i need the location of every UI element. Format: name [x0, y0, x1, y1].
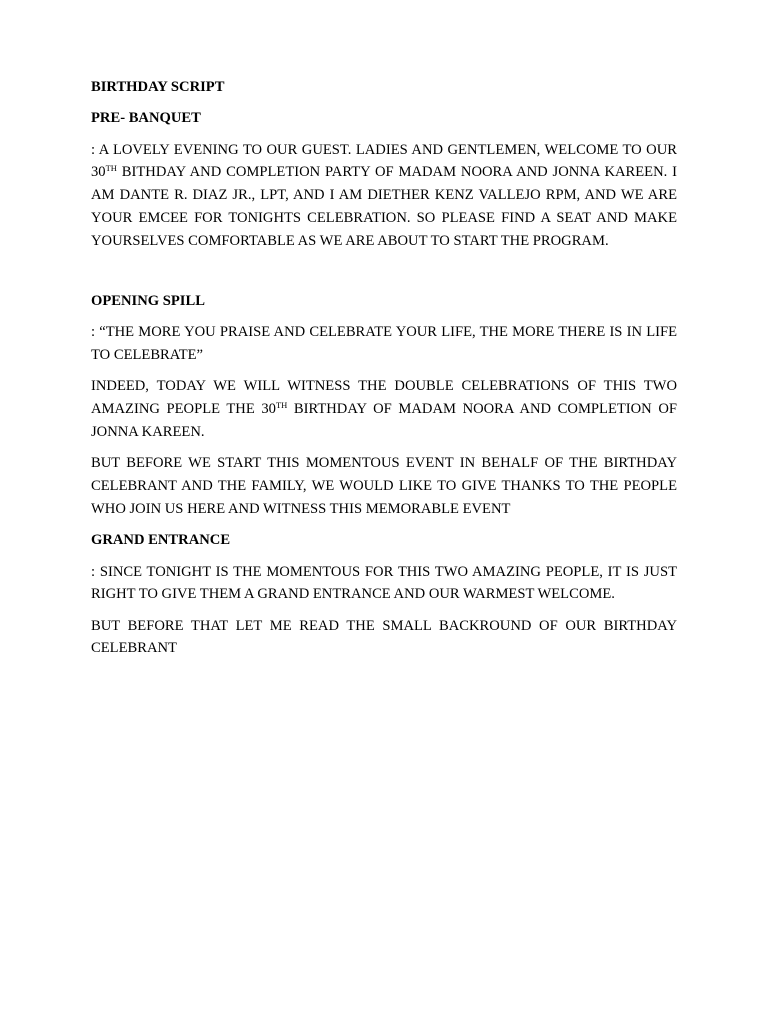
document-title: BIRTHDAY SCRIPT	[91, 79, 225, 95]
ordinal-superscript: TH	[105, 163, 117, 174]
heading-pre-banquet: PRE- BANQUET	[91, 110, 201, 127]
text-segment: BIRTHDAY OF MADAM NOORA AND COMPLETION OF JONNA KAREEN.	[91, 401, 677, 441]
paragraph-thanks: BUT BEFORE WE START THIS MOMENTOUS EVENT IN BEHALF OF THE BIRTHDAY CELEBRANT AND THE FAMILY, WE WOULD LIKE TO GIVE THANKS TO THE PEOPLE WHO JOIN US HERE AND WITNESS THIS MEMORABLE EVENT	[91, 455, 677, 517]
text-segment: BITHDAY AND COMPLETION PARTY OF MADAM NOORA AND JONNA KAREEN. I AM DANTE R. DIAZ JR., LPT, AND I AM DIETHER KENZ VALLEJO RPM, AND WE ARE YOUR EMCEE FOR TONIGHTS CELEBRATION. SO PLEASE FIND A SEAT AND MAKE YOURSELVES COMFORTABLE AS WE ARE ABOUT TO START THE PROGRAM.	[91, 164, 677, 249]
blank-line	[91, 261, 677, 290]
paragraph-backround: BUT BEFORE THAT LET ME READ THE SMALL BACKROUND OF OUR BIRTHDAY CELEBRANT	[91, 617, 677, 657]
document-body	[91, 76, 677, 669]
text-segment: INDEED, TODAY WE WILL WITNESS THE DOUBLE CELEBRATIONS OF THIS TWO AMAZING PEOPLE THE 30	[91, 378, 677, 418]
heading-opening-spill: OPENING SPILL	[91, 293, 205, 310]
ordinal-superscript: TH	[275, 400, 288, 411]
paragraph-pre-banquet-welcome	[91, 139, 677, 253]
paragraph-double-celebration	[91, 375, 677, 443]
paragraph-opening-quote: : “THE MORE YOU PRAISE AND CELEBRATE YOUR LIFE, THE MORE THERE IS IN LIFE TO CELEBRATE”	[91, 324, 677, 364]
heading-grand-entrance: GRAND ENTRANCE	[91, 532, 231, 549]
text-segment: : A LOVELY EVENING TO OUR GUEST. LADIES AND GENTLEMEN, WELCOME TO OUR 30	[91, 141, 677, 181]
paragraph-grand-entrance: : SINCE TONIGHT IS THE MOMENTOUS FOR THIS TWO AMAZING PEOPLE, IT IS JUST RIGHT TO GIVE THEM A GRAND ENTRANCE AND OUR WARMEST WELCOME.	[91, 563, 677, 603]
